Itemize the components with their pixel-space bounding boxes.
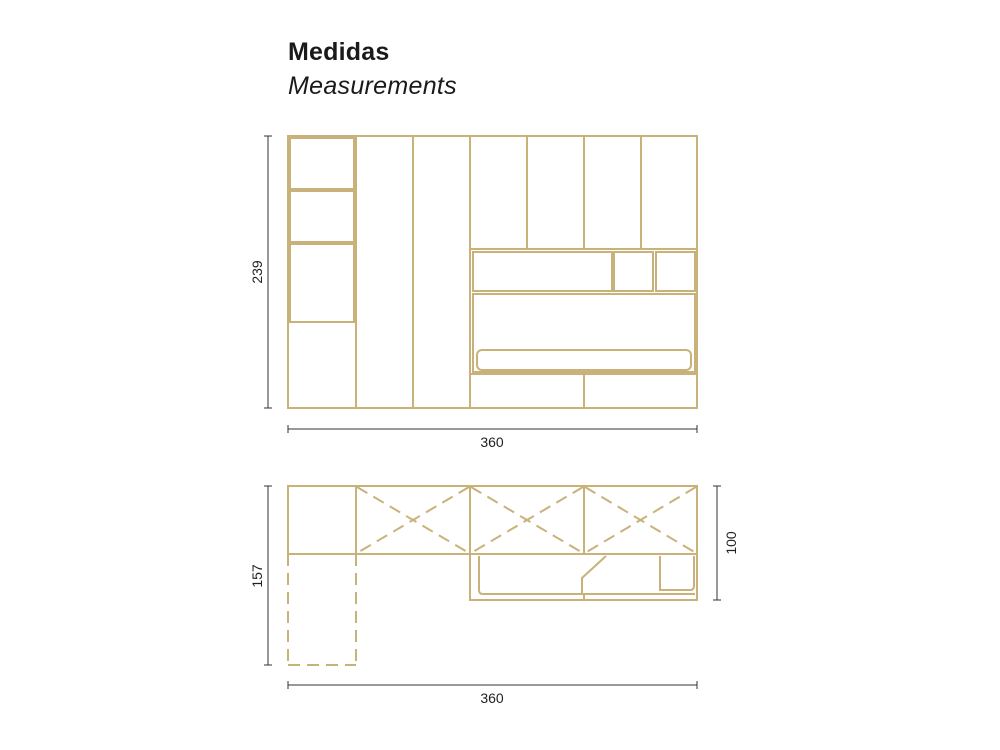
plan-dimensions — [264, 486, 721, 689]
plan-bed-side-panel — [660, 556, 694, 590]
plan-view — [288, 486, 697, 665]
plan-wardrobe-strip — [288, 486, 697, 554]
front-niche-2 — [614, 252, 653, 291]
front-width-label: 360 — [480, 434, 504, 450]
plan-width-label: 360 — [480, 690, 504, 706]
front-height-label: 239 — [249, 260, 265, 284]
front-elevation — [288, 136, 697, 408]
front-shelf-2 — [290, 191, 354, 242]
front-shelf-3 — [290, 244, 354, 322]
front-niche-1 — [473, 252, 612, 291]
front-outer-frame — [288, 136, 697, 408]
page-title: Medidas — [288, 38, 390, 66]
page-subtitle: Measurements — [288, 72, 457, 100]
plan-bed-mattress — [479, 556, 606, 594]
front-bed-mattress — [477, 350, 691, 370]
plan-module-depth-label: 100 — [723, 531, 739, 555]
front-bed-panel — [473, 294, 695, 372]
front-shelf-1 — [290, 138, 354, 189]
plan-corner-unit — [288, 554, 356, 665]
plan-depth-label: 157 — [249, 564, 265, 588]
front-dimensions — [264, 136, 697, 433]
plan-cross-marks — [357, 487, 696, 553]
front-niche-3 — [656, 252, 695, 291]
